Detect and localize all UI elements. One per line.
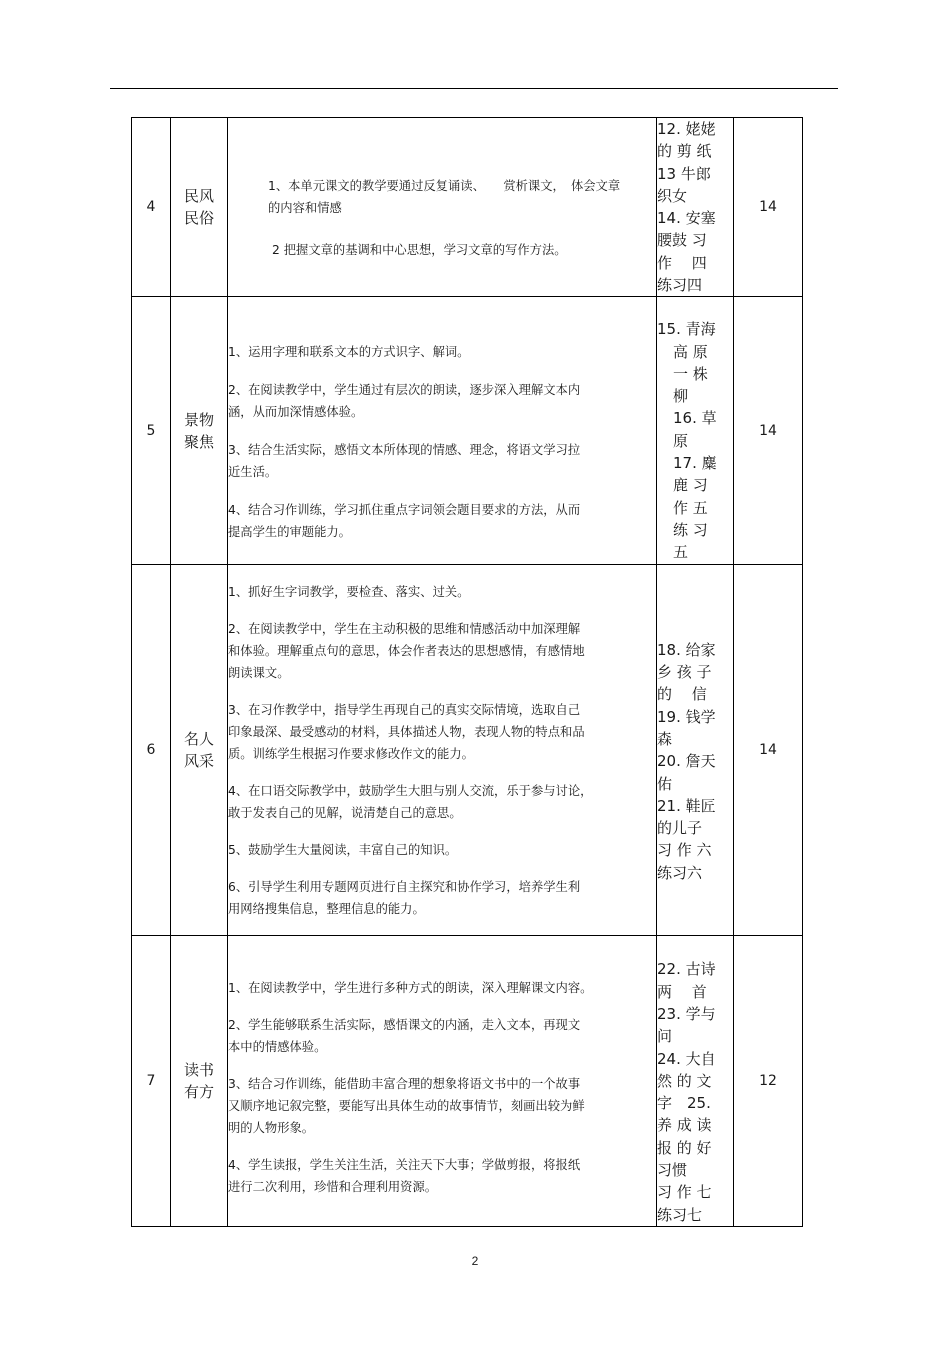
lesson-list xyxy=(657,118,734,297)
teaching-goals xyxy=(228,565,657,936)
goal-line: 6、引导学生利用专题网页进行自主探究和协作学习，培养学生利 xyxy=(228,880,581,895)
lesson-line: 报 的 好 xyxy=(657,1138,712,1157)
goal-line: 明的人物形象。 xyxy=(228,1121,315,1136)
lesson-line: 12. 姥姥 xyxy=(657,120,716,138)
teaching-goals xyxy=(228,936,657,1227)
lesson-list xyxy=(657,936,734,1227)
lesson-line: 腰鼓 习 xyxy=(657,231,707,250)
goal-line: 又顺序地记叙完整，要能写出具体生动的故事情节，刻画出较为鲜 xyxy=(228,1099,585,1114)
lesson-list xyxy=(657,297,734,565)
lesson-line: 练习六 xyxy=(657,863,703,882)
goal-line: 质。训练学生根据习作要求修改作文的能力。 xyxy=(228,747,474,762)
unit-title-line: 聚焦 xyxy=(183,432,214,451)
goal-line: 印象最深、最受感动的材料，具体描述人物，表现人物的特点和品 xyxy=(228,725,585,740)
unit-title-line: 有方 xyxy=(183,1083,214,1102)
unit-number: 4 xyxy=(132,118,171,297)
goal-line: 1、运用字理和联系文本的方式识字、解词。 xyxy=(228,345,470,360)
goal-line: 1、在阅读教学中，学生进行多种方式的朗读，深入理解课文内容。 xyxy=(228,981,593,996)
lesson-line: 练习四 xyxy=(657,276,703,295)
lesson-line: 的 剪 纸 xyxy=(657,142,712,161)
lesson-line: 乡 孩 子 xyxy=(657,663,712,682)
lesson-line: 问 xyxy=(657,1027,673,1046)
unit-title xyxy=(171,565,228,936)
goal-line: 用网络搜集信息，整理信息的能力。 xyxy=(228,902,425,917)
unit-title-line: 风采 xyxy=(183,752,214,771)
lesson-line: 作 四 xyxy=(657,253,707,272)
lesson-line: 佑 xyxy=(657,774,673,793)
goal-line: 敢于发表自己的见解，说清楚自己的意思。 xyxy=(228,806,462,821)
goal-line: 朗读课文。 xyxy=(228,666,290,681)
unit-title xyxy=(171,297,228,565)
lesson-line: 16. 草 xyxy=(673,409,717,428)
goal-line: 3、结合生活实际，感悟文本所体现的情感、理念，将语文学习拉 xyxy=(228,443,581,458)
goal-line: 4、结合习作训练，学习抓住重点字词领会题目要求的方法，从而 xyxy=(228,503,581,518)
unit-number: 7 xyxy=(132,936,171,1227)
lesson-line: 养 成 读 xyxy=(657,1116,712,1135)
lesson-line: 然 的 文 xyxy=(657,1071,712,1090)
goal-line: 本中的情感体验。 xyxy=(228,1040,327,1055)
lesson-line: 14. 安塞 xyxy=(657,209,716,228)
goal-line: 3、结合习作训练，能借助丰富合理的想象将语文书中的一个故事 xyxy=(228,1077,581,1092)
unit-title xyxy=(171,936,228,1227)
goal-line: 1、本单元课文的教学要通过反复诵读、 赏析课文， 体会文章 xyxy=(268,179,621,194)
lesson-line: 24. 大自 xyxy=(657,1049,716,1068)
lesson-line: 鹿 习 xyxy=(673,476,708,495)
goal-line: 3、在习作教学中，指导学生再现自己的真实交际情境，选取自己 xyxy=(228,703,581,718)
lesson-line: 13 牛郎 xyxy=(657,164,711,183)
goal-line: 4、学生读报，学生关注生活，关注天下大事；学做剪报，将报纸 xyxy=(228,1158,581,1173)
goal-line: 进行二次利用，珍惜和合理利用资源。 xyxy=(228,1180,438,1195)
lesson-line: 21. 鞋匠 xyxy=(657,796,716,815)
lesson-line: 两 首 xyxy=(657,982,707,1001)
unit-number: 5 xyxy=(132,297,171,565)
goal-line: 1、抓好生字词教学，要检查、落实、过关。 xyxy=(228,585,470,600)
lesson-line: 原 xyxy=(673,431,689,450)
goal-line: 和体验。理解重点句的意思，体会作者表达的思想感情，有感情地 xyxy=(228,644,585,659)
class-hours: 14 xyxy=(734,118,803,297)
lesson-line: 18. 给家 xyxy=(657,640,716,659)
lesson-line: 习 作 七 xyxy=(657,1183,712,1202)
goal-line: 涵，从而加深情感体验。 xyxy=(228,405,364,420)
lesson-line: 15. 青海 xyxy=(657,320,716,339)
unit-title xyxy=(171,118,228,297)
lesson-line: 23. 学与 xyxy=(657,1004,716,1023)
goal-line: 2 把握文章的基调和中心思想，学习文章的写作方法。 xyxy=(272,243,567,258)
goal-line: 近生活。 xyxy=(228,465,278,480)
lesson-line: 练 习 xyxy=(673,520,708,539)
lesson-line: 织女 xyxy=(657,186,688,205)
teaching-goals xyxy=(228,118,657,297)
class-hours: 14 xyxy=(734,565,803,936)
lesson-list xyxy=(657,565,734,936)
unit-title-line: 名人 xyxy=(183,730,214,749)
lesson-line: 柳 xyxy=(673,387,689,406)
goal-line: 的内容和情感 xyxy=(268,201,342,216)
header-rule xyxy=(110,88,838,89)
lesson-line: 森 xyxy=(657,729,673,748)
lesson-line: 17. 麋 xyxy=(673,454,717,473)
lesson-line: 的 信 xyxy=(657,685,707,704)
goal-line: 2、学生能够联系生活实际，感悟课文的内涵，走入文本，再现文 xyxy=(228,1018,581,1033)
lesson-line: 20. 詹天 xyxy=(657,752,716,771)
class-hours: 12 xyxy=(734,936,803,1227)
lesson-line: 的儿子 xyxy=(657,819,703,838)
goal-line: 2、在阅读教学中，学生在主动积极的思维和情感活动中加深理解 xyxy=(228,622,581,637)
table-row xyxy=(132,297,803,565)
unit-title-line: 民俗 xyxy=(183,209,214,228)
unit-title-line: 读书 xyxy=(183,1061,214,1080)
page-number: 2 xyxy=(471,1254,479,1268)
teaching-plan-table xyxy=(131,117,803,1227)
unit-title-line: 景物 xyxy=(183,410,214,429)
table-row xyxy=(132,118,803,297)
lesson-line: 高 原 xyxy=(673,342,708,361)
goal-line: 4、在口语交际教学中，鼓励学生大胆与别人交流，乐于参与讨论， xyxy=(228,784,593,799)
lesson-line: 练习七 xyxy=(657,1205,703,1224)
lesson-line: 19. 钱学 xyxy=(657,707,716,726)
lesson-line: 习 作 六 xyxy=(657,841,712,860)
unit-number: 6 xyxy=(132,565,171,936)
lesson-line: 一 株 xyxy=(673,364,708,383)
unit-title-line: 民风 xyxy=(183,187,214,206)
class-hours: 14 xyxy=(734,297,803,565)
goal-line: 提高学生的审题能力。 xyxy=(228,525,351,540)
teaching-goals xyxy=(228,297,657,565)
table-row xyxy=(132,936,803,1227)
lesson-line: 字 25. xyxy=(657,1094,711,1113)
lesson-line: 22. 古诗 xyxy=(657,960,716,979)
lesson-line: 习惯 xyxy=(657,1161,688,1180)
table-row xyxy=(132,565,803,936)
goal-line: 5、鼓励学生大量阅读，丰富自己的知识。 xyxy=(228,843,458,858)
lesson-line: 作 五 xyxy=(673,498,708,517)
goal-line: 2、在阅读教学中，学生通过有层次的朗读，逐步深入理解文本内 xyxy=(228,383,581,398)
lesson-line: 五 xyxy=(673,543,689,562)
